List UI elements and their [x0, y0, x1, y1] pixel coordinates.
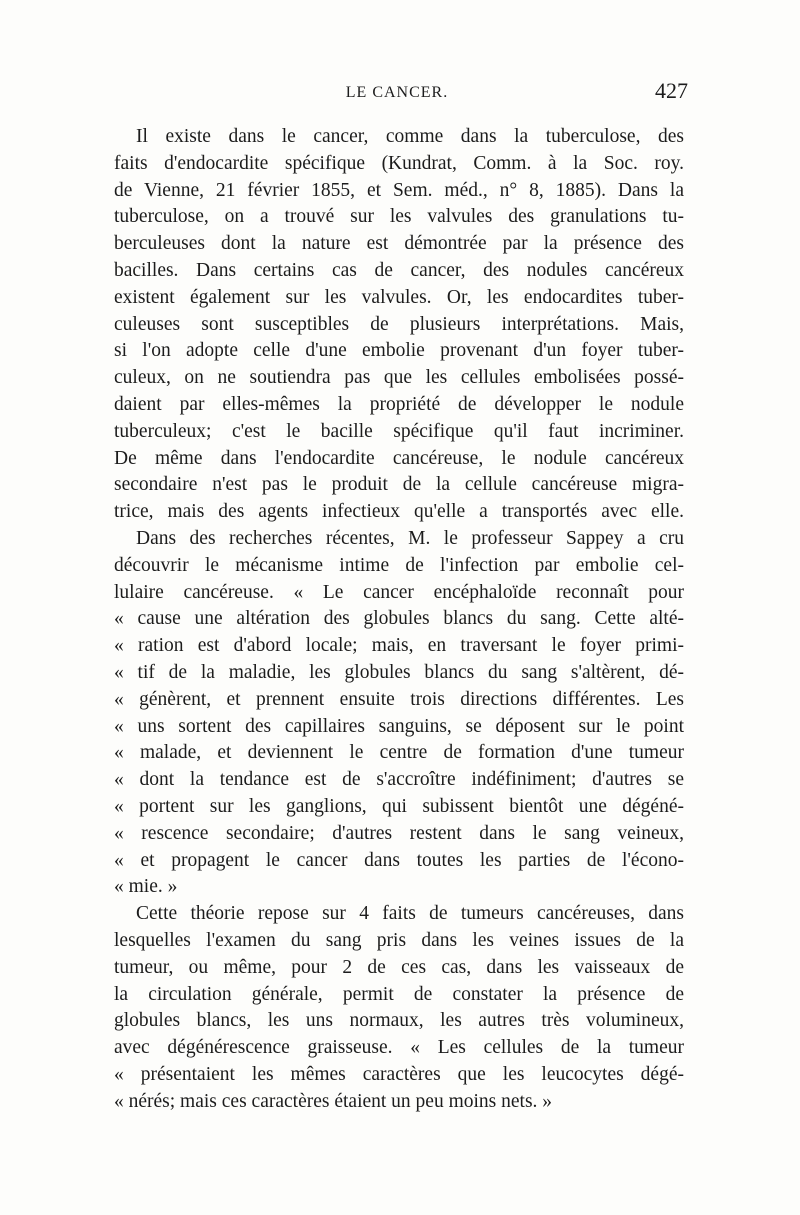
text-line: trice, mais des agents infectieux qu'elle a transportés avec elle.	[114, 501, 684, 523]
text-line: si l'on adopte celle d'une embolie provenant d'un foyer tuber-	[114, 340, 684, 362]
text-line: « génèrent, et prennent ensuite trois directions différentes. Les	[114, 688, 684, 710]
text-line: « ration est d'abord locale; mais, en traversant le foyer primi-	[114, 635, 684, 657]
text-line: tumeur, ou même, pour 2 de ces cas, dans les vaisseaux de	[114, 956, 684, 978]
text-line: Il existe dans le cancer, comme dans la tuberculose, des	[136, 126, 684, 147]
running-title: LE CANCER.	[345, 84, 449, 101]
text-line: secondaire n'est pas le produit de la cellule cancéreuse migra-	[114, 474, 684, 496]
text-line: « et propagent le cancer dans toutes les parties de l'écono-	[114, 849, 684, 871]
text-line: existent également sur les valvules. Or, les endocardites tuber-	[114, 286, 684, 308]
text-line: tuberculose, on a trouvé sur les valvules des granulations tu-	[114, 206, 684, 228]
text-line: tuberculeux; c'est le bacille spécifique qu'il faut incriminer.	[114, 420, 684, 442]
text-line: « portent sur les ganglions, qui subissent bientôt une dégéné-	[114, 795, 684, 817]
text-line: découvrir le mécanisme intime de l'infection par embolie cel-	[114, 554, 684, 576]
text-line: « uns sortent des capillaires sanguins, se déposent sur le point	[114, 715, 684, 737]
body-text	[114, 124, 684, 1115]
text-line: « dont la tendance est de s'accroître indéfiniment; d'autres se	[114, 769, 684, 791]
text-line: culeux, on ne soutiendra pas que les cellules embolisées possé-	[114, 367, 684, 389]
text-line: Dans des recherches récentes, M. le professeur Sappey a cru	[136, 527, 684, 549]
text-line: faits d'endocardite spécifique (Kundrat, Comm. à la Soc. roy.	[114, 152, 684, 174]
text-line: avec dégénérescence graisseuse. « Les cellules de la tumeur	[114, 1037, 684, 1059]
text-line: « présentaient les mêmes caractères que les leucocytes dégé-	[114, 1063, 684, 1085]
text-line: daient par elles-mêmes la propriété de développer le nodule	[114, 393, 684, 415]
running-head	[112, 78, 688, 108]
text-line: « cause une altération des globules blancs du sang. Cette alté-	[114, 608, 684, 630]
text-line: de Vienne, 21 février 1855, et Sem. méd., n° 8, 1885). Dans la	[114, 179, 684, 201]
text-line: « malade, et deviennent le centre de formation d'une tumeur	[114, 742, 684, 764]
text-line: « rescence secondaire; d'autres restent dans le sang veineux,	[114, 822, 684, 844]
text-line: « mie. »	[114, 876, 178, 898]
text-line: la circulation générale, permit de constater la présence de	[114, 983, 684, 1005]
text-line: Cette théorie repose sur 4 faits de tumeurs cancéreuses, dans	[136, 903, 684, 925]
text-line: « nérés; mais ces caractères étaient un peu moins nets. »	[114, 1090, 553, 1112]
text-line: lesquelles l'examen du sang pris dans les veines issues de la	[114, 929, 684, 951]
text-line: berculeuses dont la nature est démontrée par la présence des	[114, 233, 684, 255]
text-line: bacilles. Dans certains cas de cancer, des nodules cancéreux	[114, 259, 684, 281]
text-line: culeuses sont susceptibles de plusieurs interprétations. Mais,	[114, 313, 684, 335]
text-line: lulaire cancéreuse. « Le cancer encéphaloïde reconnaît pour	[114, 581, 684, 603]
text-line: De même dans l'endocardite cancéreuse, le nodule cancéreux	[114, 447, 684, 469]
text-line: globules blancs, les uns normaux, les autres très volumineux,	[114, 1010, 684, 1032]
text-line: « tif de la maladie, les globules blancs du sang s'altèrent, dé-	[114, 661, 684, 683]
page-number: 427	[655, 78, 688, 103]
